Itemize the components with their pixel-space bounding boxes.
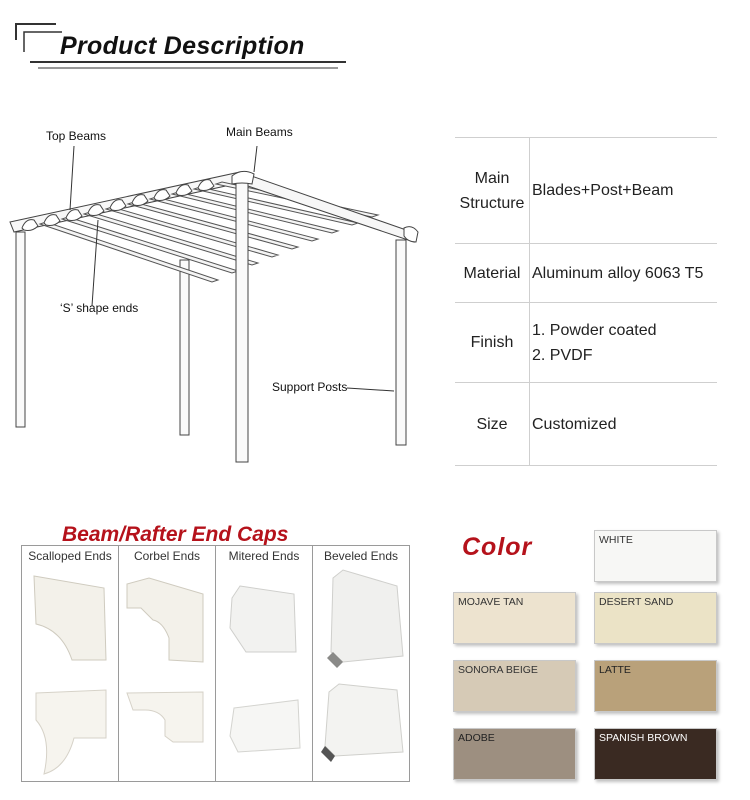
spec-label: Size (476, 415, 508, 433)
cap-column-corbel (119, 546, 216, 781)
cap-label: Beveled Ends (323, 549, 399, 563)
page-title: Product Description (60, 32, 305, 60)
swatch-label: SONORA BEIGE (458, 664, 538, 676)
cap-column-scalloped (22, 546, 119, 781)
swatch-label: SPANISH BROWN (599, 732, 688, 744)
callout-main-beams: Main Beams (226, 125, 293, 139)
spec-label: Material (463, 264, 521, 282)
spec-value: Aluminum alloy 6063 T5 (529, 244, 717, 302)
corbel-end-image (119, 568, 215, 778)
callout-s-shape-ends: ‘S’ shape ends (60, 301, 139, 315)
end-caps-title: Beam/Rafter End Caps (62, 523, 289, 546)
scalloped-end-image (22, 568, 118, 778)
swatch-sonora-beige (453, 660, 576, 712)
spec-row-finish (455, 303, 717, 383)
header (0, 0, 750, 80)
pergola-diagram (0, 110, 440, 480)
spec-row-size (455, 383, 717, 466)
spec-value: Blades+Post+Beam (529, 138, 717, 243)
spec-table (455, 137, 717, 466)
spec-label: Main Structure (459, 169, 525, 212)
cap-column-mitered (216, 546, 313, 781)
spec-label: Finish (470, 334, 514, 351)
swatch-label: DESERT SAND (599, 596, 674, 608)
color-title: Color (462, 533, 533, 561)
swatch-label: LATTE (599, 664, 631, 676)
swatch-mojave-tan (453, 592, 576, 644)
spec-value: 1. Powder coated 2. PVDF (529, 303, 717, 382)
pergola-drawing (0, 110, 440, 480)
swatch-desert-sand (594, 592, 717, 644)
swatch-label: MOJAVE TAN (458, 596, 524, 608)
swatch-white (594, 530, 717, 582)
cap-column-beveled (313, 546, 409, 781)
callout-support-posts: Support Posts (272, 380, 348, 394)
cap-label: Scalloped Ends (28, 549, 112, 563)
cap-label: Corbel Ends (133, 549, 201, 563)
callout-top-beams: Top Beams (46, 129, 107, 143)
swatch-spanish-brown (594, 728, 717, 780)
swatch-label: WHITE (599, 534, 633, 546)
spec-row-structure (455, 137, 717, 244)
swatch-label: ADOBE (458, 732, 495, 744)
spec-value: Customized (529, 383, 717, 465)
swatch-adobe (453, 728, 576, 780)
end-caps-panel (21, 545, 410, 782)
cap-label: Mitered Ends (228, 549, 300, 563)
beveled-end-image (313, 568, 409, 778)
spec-row-material (455, 244, 717, 303)
mitered-end-image (216, 568, 312, 778)
swatch-latte (594, 660, 717, 712)
